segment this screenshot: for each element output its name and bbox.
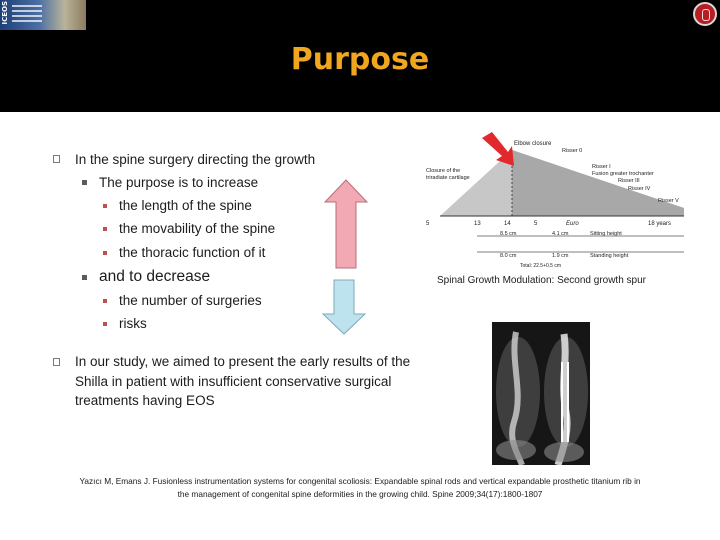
list-item: the movability of the spine <box>119 221 276 236</box>
bullet-box-icon <box>53 358 60 366</box>
measure-label: 8.0 cm <box>500 253 517 259</box>
axis-tick: Euro <box>566 221 579 227</box>
graph-label-r3: Risser III <box>618 178 640 184</box>
graph-label-left2: triradiate cartilage <box>426 175 470 181</box>
bullet-red-icon <box>103 227 107 231</box>
list-item: the thoracic function of it <box>119 245 266 260</box>
logo-decoration <box>12 5 42 25</box>
conference-logo <box>0 0 86 30</box>
down-arrow-icon <box>320 278 368 336</box>
up-arrow-icon <box>322 178 370 270</box>
bullet-square-icon <box>82 275 87 280</box>
bullet-box-icon <box>53 155 60 163</box>
axis-tick: 5 <box>534 221 538 227</box>
bullet-main-1: In the spine surgery directing the growth <box>75 152 316 167</box>
university-emblem-icon <box>693 2 717 26</box>
page-title: Purpose <box>290 42 430 77</box>
axis-tick: 18 years <box>648 221 672 227</box>
logo-text: ICEOS <box>1 1 9 25</box>
measure-label: Sitting height <box>590 231 622 237</box>
bullet-red-icon <box>103 299 107 303</box>
bullet-main-2-line2: Shilla in patient with insufficient conservative surgical <box>75 374 392 389</box>
bullet-red-icon <box>103 251 107 255</box>
graph-label-r5: Risser V <box>658 198 679 204</box>
list-item: the length of the spine <box>119 198 252 213</box>
graph-label-r4: Risser IV <box>628 186 651 192</box>
axis-tick: 5 <box>426 221 430 227</box>
axis-tick: 14 <box>504 221 511 227</box>
reference-citation <box>20 475 700 500</box>
measure-label: 1.9 cm <box>552 253 569 259</box>
xray-illustration <box>492 322 590 465</box>
measure-label: 8.5 cm <box>500 231 517 237</box>
reference-line-2: the management of congenital spine deformities in the growing child. Spine 2009;34(17):1800-1807 <box>177 488 543 499</box>
bullet-sub-increase: The purpose is to increase <box>99 175 259 190</box>
bullet-red-icon <box>103 204 107 208</box>
graph-label-f1: Risser I <box>592 164 611 170</box>
list-item: the number of surgeries <box>119 293 262 308</box>
graph-label-left1: Closure of the <box>426 168 461 174</box>
bullet-red-icon <box>103 322 107 326</box>
measure-label: 4.1 cm <box>552 231 569 237</box>
axis-tick: 13 <box>474 221 481 227</box>
header-bar <box>0 0 720 112</box>
graph-label-f2: Fusion greater trochanter <box>592 171 654 177</box>
figure-caption: Spinal Growth Modulation: Second growth spur <box>437 275 647 286</box>
bullet-main-2-line1: In our study, we aimed to present the early results of the <box>75 354 411 369</box>
measure-label: Standing height <box>590 253 629 259</box>
graph-label-top: Elbow closure <box>514 141 552 147</box>
reference-line-1: Yazıcı M, Emans J. Fusionless instrumentation systems for congenital scoliosis: Expandable spinal rods and vertical expandable prosthetic titanium rib in <box>79 476 641 486</box>
total-label: Total: 22.5+0.5 cm <box>520 263 561 269</box>
list-item: risks <box>119 316 147 331</box>
bullet-square-icon <box>82 180 87 185</box>
graph-label-r0: Risser 0 <box>562 148 583 154</box>
bullet-main-2-line3: treatments having EOS <box>75 393 215 408</box>
bullet-sub-decrease: and to decrease <box>99 268 211 285</box>
growth-chart-figure <box>422 132 692 270</box>
xray-image <box>492 322 590 465</box>
